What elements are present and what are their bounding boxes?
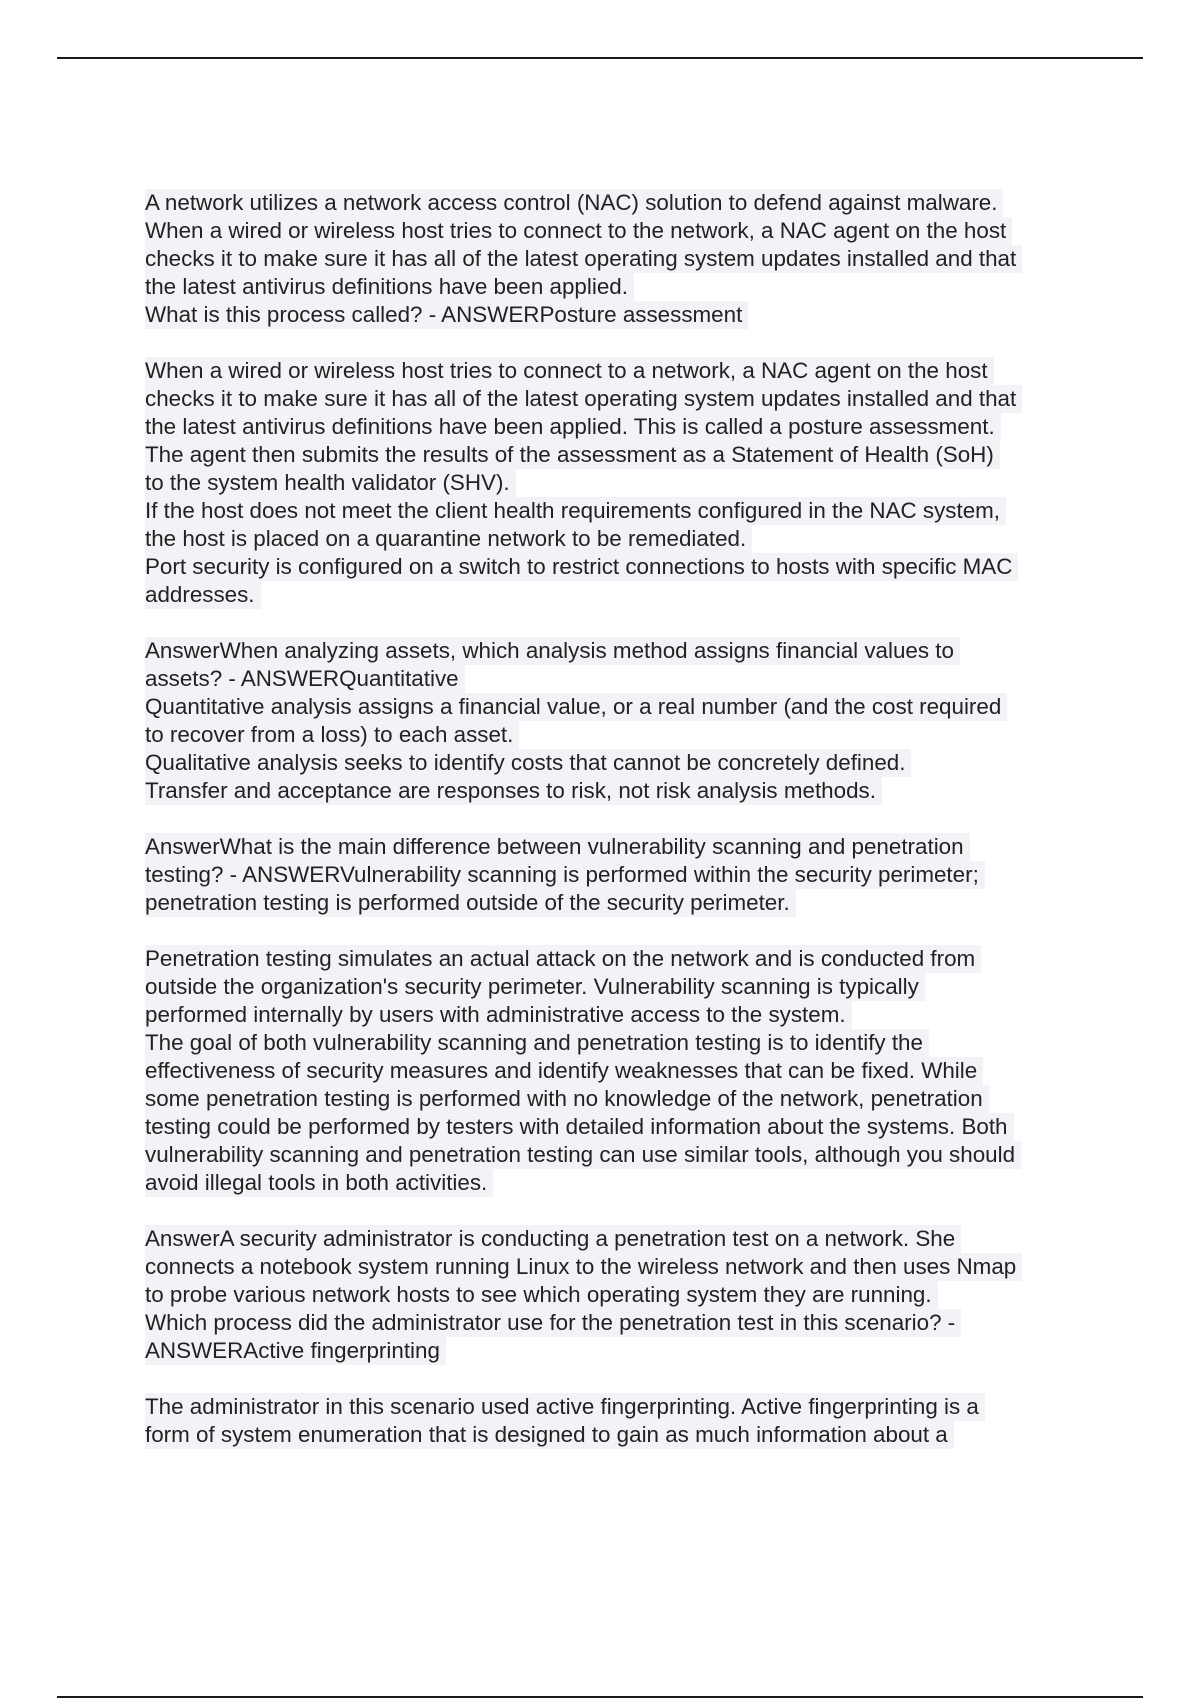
header-rule (57, 57, 1143, 59)
paragraph-block-1 (145, 189, 1095, 329)
text-line: When a wired or wireless host tries to connect to the network, a NAC agent on the host (145, 217, 1012, 245)
text-line: Transfer and acceptance are responses to risk, not risk analysis methods. (145, 777, 882, 805)
text-line: outside the organization's security perimeter. Vulnerability scanning is typically (145, 973, 925, 1001)
paragraph-block-4 (145, 833, 1095, 917)
text-line: Which process did the administrator use for the penetration test in this scenario? - (145, 1309, 961, 1337)
text-line: Penetration testing simulates an actual attack on the network and is conducted from (145, 945, 981, 973)
text-line: to probe various network hosts to see which operating system they are running. (145, 1281, 938, 1309)
text-line: The administrator in this scenario used active fingerprinting. Active fingerprinting is a (145, 1393, 985, 1421)
text-line: AnswerWhen analyzing assets, which analysis method assigns financial values to (145, 637, 960, 665)
footer-rule (57, 1696, 1143, 1698)
text-line: The agent then submits the results of the assessment as a Statement of Health (SoH) (145, 441, 1000, 469)
text-line: testing? - ANSWERVulnerability scanning is performed within the security perimeter; (145, 861, 985, 889)
text-line: checks it to make sure it has all of the latest operating system updates installed and that (145, 245, 1022, 273)
text-line: addresses. (145, 581, 261, 609)
text-line: A network utilizes a network access control (NAC) solution to defend against malware. (145, 189, 1003, 217)
document-body (145, 189, 1095, 1477)
text-line: AnswerA security administrator is conducting a penetration test on a network. She (145, 1225, 961, 1253)
text-line: ANSWERActive fingerprinting (145, 1337, 446, 1365)
text-line: Qualitative analysis seeks to identify costs that cannot be concretely defined. (145, 749, 911, 777)
text-line: to recover from a loss) to each asset. (145, 721, 519, 749)
text-line: the latest antivirus definitions have been applied. (145, 273, 634, 301)
text-line: penetration testing is performed outside of the security perimeter. (145, 889, 796, 917)
text-line: AnswerWhat is the main difference between vulnerability scanning and penetration (145, 833, 970, 861)
text-line: connects a notebook system running Linux to the wireless network and then uses Nmap (145, 1253, 1022, 1281)
text-line: The goal of both vulnerability scanning and penetration testing is to identify the (145, 1029, 929, 1057)
text-line: effectiveness of security measures and identify weaknesses that can be fixed. While (145, 1057, 983, 1085)
text-line: to the system health validator (SHV). (145, 469, 516, 497)
paragraph-block-5 (145, 945, 1095, 1197)
paragraph-block-6 (145, 1225, 1095, 1365)
text-line: the latest antivirus definitions have been applied. This is called a posture assessment. (145, 413, 1001, 441)
text-line: vulnerability scanning and penetration testing can use similar tools, although you should (145, 1141, 1021, 1169)
text-line: What is this process called? - ANSWERPosture assessment (145, 301, 748, 329)
paragraph-block-2 (145, 357, 1095, 609)
text-line: avoid illegal tools in both activities. (145, 1169, 493, 1197)
text-line: If the host does not meet the client health requirements configured in the NAC system, (145, 497, 1006, 525)
text-line: testing could be performed by testers with detailed information about the systems. Both (145, 1113, 1014, 1141)
text-line: form of system enumeration that is designed to gain as much information about a (145, 1421, 954, 1449)
text-line: Port security is configured on a switch to restrict connections to hosts with specific MAC (145, 553, 1018, 581)
text-line: assets? - ANSWERQuantitative (145, 665, 465, 693)
paragraph-block-3 (145, 637, 1095, 805)
text-line: some penetration testing is performed with no knowledge of the network, penetration (145, 1085, 989, 1113)
text-line: When a wired or wireless host tries to connect to a network, a NAC agent on the host (145, 357, 994, 385)
text-line: Quantitative analysis assigns a financial value, or a real number (and the cost required (145, 693, 1007, 721)
text-line: checks it to make sure it has all of the latest operating system updates installed and that (145, 385, 1022, 413)
text-line: performed internally by users with administrative access to the system. (145, 1001, 852, 1029)
text-line: the host is placed on a quarantine network to be remediated. (145, 525, 752, 553)
paragraph-block-7 (145, 1393, 1095, 1449)
